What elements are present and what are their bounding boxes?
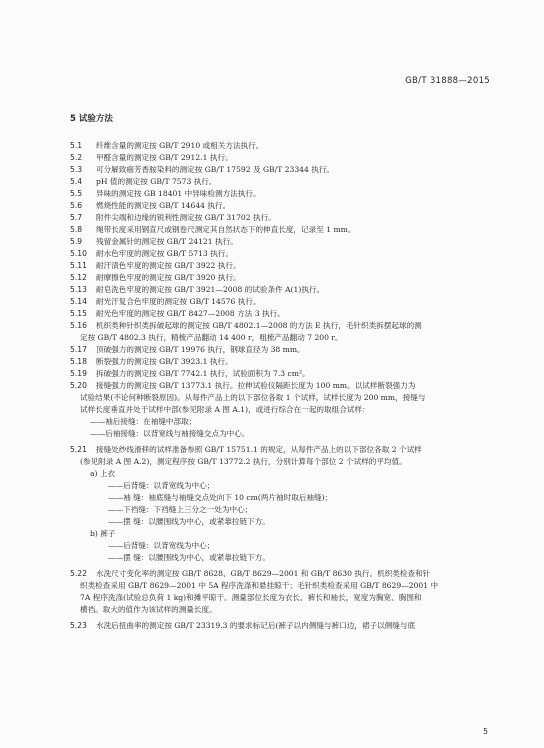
standard-code: GB/T 31888—2015 (405, 76, 490, 86)
bullet-line (0, 492, 544, 504)
section-title: 5 试验方法 (70, 114, 113, 124)
bullet-line (0, 416, 544, 428)
clause-text: 耐光色牢度的测定按 GB/T 8427—2008 方法 3 执行。 (96, 309, 285, 318)
clause-line (0, 260, 544, 272)
clause-text: 拆破强力的测定按 GB/T 7742.1 执行，试验面积为 7.3 cm²。 (96, 369, 310, 378)
bullet-line (0, 516, 544, 528)
clause-line (0, 568, 544, 580)
clause-text: 接缝处纱线滑移的试样准备参照 GB/T 15751.1 的规定，从每件产品上的以下部位各取 2 个试样 (96, 445, 422, 454)
clause-line (0, 200, 544, 212)
clause-line (0, 308, 544, 320)
items-list (0, 140, 544, 320)
sub-heading (0, 528, 544, 540)
clause-number: 5.13 (70, 285, 87, 294)
clause-line (0, 248, 544, 260)
clause-line (0, 356, 544, 368)
bullet-text: ——袖 缝：袖底缝与袖缝交点处向下 10 cm(两片袖时取后袖缝)； (108, 493, 333, 502)
clause-line (0, 444, 544, 456)
clause-text: 附件尖端和边缘的锐利性测定按 GB/T 31702 执行。 (96, 213, 276, 222)
clause-text: 7A 程序洗涤(试验总负荷 1 kg)和摊平晾干。测量部位长度为衣长、裤长和袖长，宽度为胸宽、胸围和 (80, 593, 422, 602)
clause-continuation (0, 604, 544, 616)
clause-number: 5.18 (70, 357, 87, 366)
clause-text: 绳带长度采用钢直尺或钢卷尺测定其自然状态下的伸直长度，记录至 1 mm。 (96, 225, 356, 234)
clause-number: 5.6 (70, 201, 83, 210)
clause-text: 耐摩擦色牢度的测定按 GB/T 3920 执行。 (96, 273, 241, 282)
clause-number: 5.5 (70, 189, 83, 198)
bullet-text: ——后背缝：以背宽线为中心； (108, 481, 215, 490)
clause-number: 5.12 (70, 273, 87, 282)
clause-text: 试样长度垂直并处于试样中部(参见附录 A 图 A.1)，或进行综合在一起的取组合试样： (80, 405, 370, 414)
clause-text: 耐光汗复合色牢度的测定按 GB/T 14576 执行。 (96, 297, 261, 306)
clause-line (0, 620, 544, 632)
clause-line (0, 152, 544, 164)
content-body (0, 140, 544, 632)
bullet-text: ——后背缝：以背宽线为中心； (108, 541, 215, 550)
bullet-text: ——后袖接缝：以背宽线与袖接缝交点为中心。 (90, 429, 250, 438)
clause-number: 5.21 (70, 445, 87, 454)
clause-text: pH 值的测定按 GB/T 7573 执行。 (96, 177, 217, 186)
clause-number: 5.23 (70, 621, 87, 630)
clause-text: 水洗尺寸变化率的测定按 GB/T 8628、GB/T 8629—2001 和 GB/T 8630 执行。机织类检查和针 (96, 569, 431, 578)
clause-line (0, 164, 544, 176)
clause-number: 5.19 (70, 369, 87, 378)
sub-heading-text: b) 裤子 (90, 529, 116, 538)
clause-text: 机织类种针织类拆破起球的测定按 GB/T 4802.1—2008 的方法 E 执行，毛针织类拆摆起球的测 (96, 321, 422, 330)
bullet-text: ——摆 缝：以腰围线为中心，或紧靠拉链下方。 (108, 553, 270, 562)
clause-text: 甲醛含量的测定按 GB/T 2912.1 执行。 (96, 153, 233, 162)
clause-number: 5.4 (70, 177, 83, 186)
clause-number: 5.1 (70, 141, 83, 150)
clause-line (0, 368, 544, 380)
bullet-line (0, 504, 544, 516)
clause-number: 5.22 (70, 569, 87, 578)
clause-line (0, 296, 544, 308)
page-number: 5 (483, 727, 488, 736)
sub-heading (0, 468, 544, 480)
clause-number: 5.10 (70, 249, 87, 258)
clause-text: 织类检查采用 GB/T 8629—2001 中 5A 程序洗涤和悬挂晾干；毛针织类检查采用 GB/T 8629—2001 中 (80, 581, 439, 590)
bullet-text: ——袖后接缝：在袖缝中部取； (90, 417, 197, 426)
clause-continuation (0, 332, 544, 344)
clause-text: (参见附录 A 图 A.2)，测定程序按 GB/T 13772.2 执行，分别计算每个部位 2 个试样的平均值。 (80, 457, 407, 466)
clause-text: 试验结果(不论何种断裂原因)。从每件产品上的以下部位各取 1 个试样，试样长度为 200 mm，接缝与 (80, 393, 426, 402)
clause-line (0, 284, 544, 296)
clause-text: 横裆。取大的值作为该试样的测量长度。 (80, 605, 217, 614)
clause-number: 5.2 (70, 153, 83, 162)
clause-text: 顶破强力的测定按 GB/T 19976 执行，钢球直径为 38 mm。 (96, 345, 305, 354)
clause-text: 可分解致癌芳香胺染料的测定按 GB/T 17592 及 GB/T 23344 执行。 (96, 165, 335, 174)
clause-line (0, 140, 544, 152)
clause-number: 5.3 (70, 165, 83, 174)
items-list (0, 344, 544, 380)
clause-number: 5.14 (70, 297, 87, 306)
clause-continuation (0, 456, 544, 468)
clause-number: 5.11 (70, 261, 87, 270)
bullet-line (0, 540, 544, 552)
clause-text: 断裂强力的测定按 GB/T 3923.1 执行。 (96, 357, 233, 366)
clause-continuation (0, 580, 544, 592)
clause-number: 5.15 (70, 309, 87, 318)
clause-line (0, 320, 544, 332)
clause-number: 5.7 (70, 213, 83, 222)
clause-number: 5.8 (70, 225, 83, 234)
clause-line (0, 212, 544, 224)
clause-number: 5.9 (70, 237, 83, 246)
sub-heading-text: a) 上衣 (90, 469, 116, 478)
clause-line (0, 344, 544, 356)
clause-line (0, 272, 544, 284)
clause-text: 残留金属针的测定按 GB/T 24121 执行。 (96, 237, 238, 246)
bullet-line (0, 428, 544, 440)
clause-text: 接缝强力的测定按 GB/T 13773.1 执行。拉伸试验仪隔距长度为 100 mm。以试样断裂强力为 (96, 381, 416, 390)
clause-number: 5.16 (70, 321, 87, 330)
clause-text: 定按 GB/T 4802.3 执行，精梳产品翻动 14 400 r，粗梳产品翻动 7 200 r。 (80, 333, 343, 342)
clause-text: 水洗后扭曲率的测定按 GB/T 23319.3 的要求标记后(裤子以内侧缝与裤口边，裙子以侧缝与底 (96, 621, 416, 630)
clause-line (0, 176, 544, 188)
bullet-text: ——摆 缝：以腰围线为中心，或紧靠拉链下方。 (108, 517, 270, 526)
clause-line (0, 236, 544, 248)
clause-line (0, 188, 544, 200)
clause-line (0, 380, 544, 392)
clause-continuation (0, 404, 544, 416)
clause-line (0, 224, 544, 236)
clause-text: 耐汗渍色牢度的测定按 GB/T 3922 执行。 (96, 261, 241, 270)
clause-text: 耐皂洗色牢度的测定按 GB/T 3921—2008 的试验条件 A(1)执行。 (96, 285, 325, 294)
clause-text: 纤维含量的测定按 GB/T 2910 或相关方法执行。 (96, 141, 264, 150)
bullet-line (0, 552, 544, 564)
clause-continuation (0, 392, 544, 404)
bullet-line (0, 480, 544, 492)
clause-number: 5.17 (70, 345, 87, 354)
bullet-text: ——下裆缝：下裆缝上三分之一处为中心； (108, 505, 253, 514)
clause-text: 燃烧性能的测定按 GB/T 14644 执行。 (96, 201, 231, 210)
clause-text: 耐水色牢度的测定按 GB/T 5713 执行。 (96, 249, 233, 258)
clause-text: 异味的测定按 GB 18401 中异味检测方法执行。 (96, 189, 261, 198)
clause-continuation (0, 592, 544, 604)
clause-number: 5.20 (70, 381, 87, 390)
